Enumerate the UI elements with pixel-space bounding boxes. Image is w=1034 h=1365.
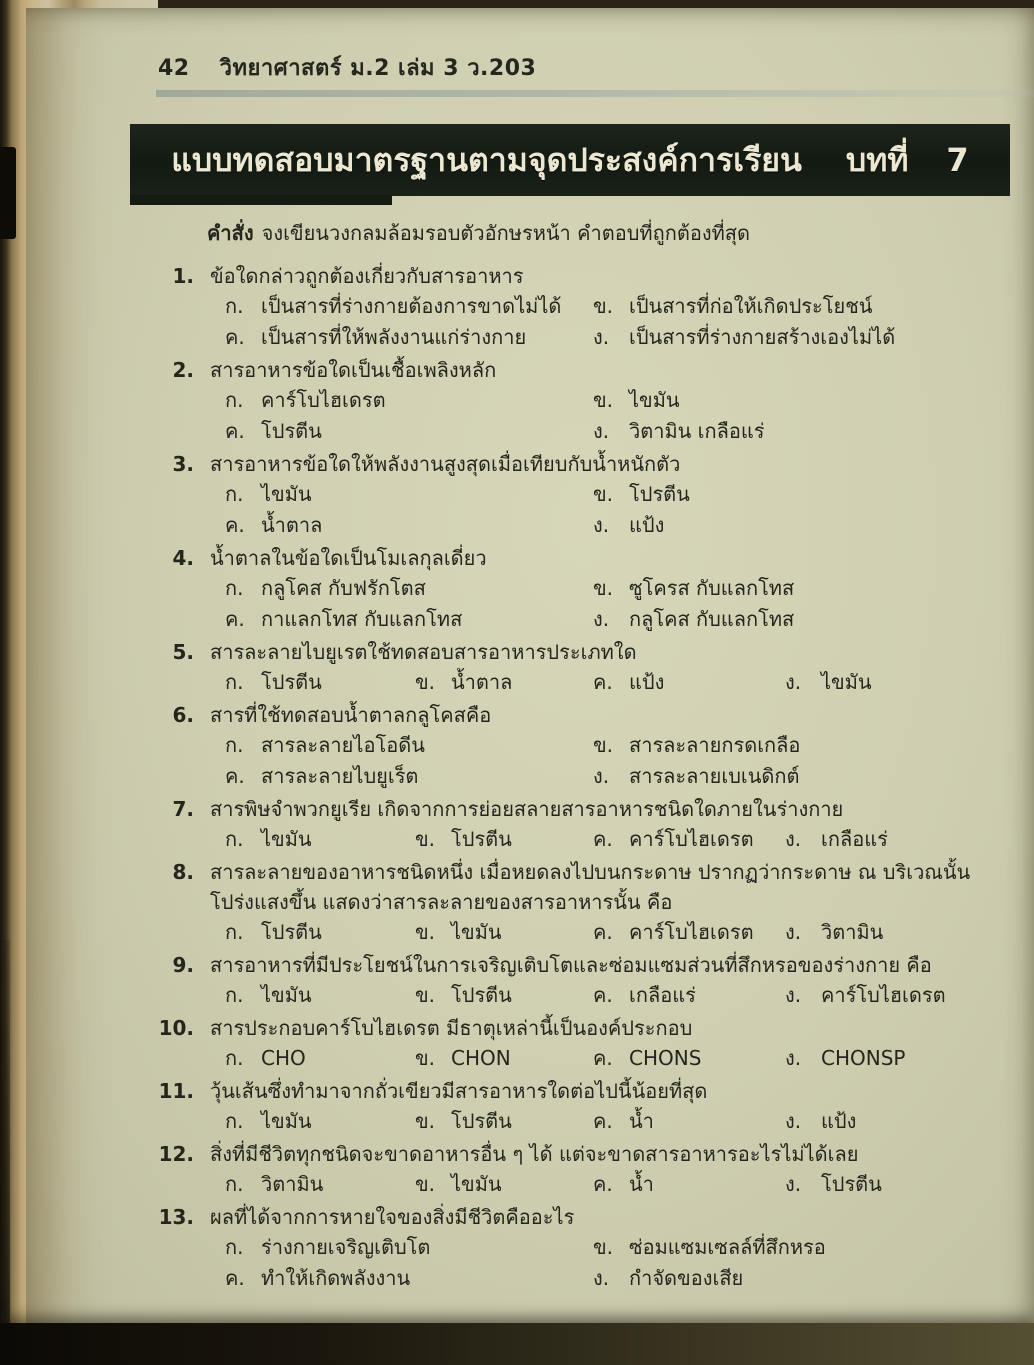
question — [158, 1076, 1020, 1137]
spine-shadow-patch — [0, 147, 16, 239]
choice-label: ง. — [785, 827, 802, 851]
choice-label: ข. — [415, 670, 436, 694]
choice-option — [415, 667, 593, 698]
choice-option — [593, 291, 1020, 322]
choice-label: ค. — [225, 419, 245, 443]
choice-label: ข. — [593, 388, 614, 412]
question-body — [210, 355, 1020, 447]
choice-option — [785, 667, 1020, 698]
question-number: 11. — [158, 1079, 194, 1103]
choice-label: ก. — [225, 670, 244, 694]
choice-text: ไขมัน — [629, 388, 680, 412]
choice-text: โปรตีน — [451, 1109, 512, 1133]
choice-text: สารละลายไบยูเร็ต — [261, 764, 419, 788]
choice-text: ไขมัน — [261, 983, 312, 1007]
choice-label: ง. — [593, 607, 610, 631]
choice-option — [593, 322, 1020, 353]
choice-text: โปรตีน — [261, 920, 322, 944]
question — [158, 543, 1020, 635]
choice-text: สารละลายกรดเกลือ — [629, 733, 801, 757]
choice-option — [593, 604, 1020, 635]
choice-option — [225, 980, 415, 1011]
choice-option — [225, 1043, 415, 1074]
choice-option — [593, 917, 785, 948]
test-content — [158, 218, 1020, 1296]
question-body — [210, 261, 1020, 353]
choice-label: ก. — [225, 1109, 244, 1133]
question — [158, 794, 1020, 855]
choice-label: ค. — [593, 983, 613, 1007]
choice-label: ข. — [593, 294, 614, 318]
choice-option — [225, 917, 415, 948]
choice-label: ข. — [415, 1046, 436, 1070]
choice-label: ค. — [225, 1266, 245, 1290]
choice-option — [225, 1232, 593, 1263]
choices — [210, 917, 1020, 948]
question-text: สารอาหารที่มีประโยชน์ในการเจริญเติบโตและซ่อมแซมส่วนที่สึกหรอของร่างกาย คือ — [210, 953, 932, 977]
question-text: สารอาหารข้อใดเป็นเชื้อเพลิงหลัก — [210, 358, 497, 382]
choice-text: ร่างกายเจริญเติบโต — [261, 1235, 431, 1259]
choice-text: คาร์โบไฮเดรต — [261, 388, 386, 412]
question-text: สารประกอบคาร์โบไฮเดรต มีธาตุเหล่านี้เป็นองค์ประกอบ — [210, 1016, 693, 1040]
question-number: 3. — [172, 452, 194, 476]
choice-label: ค. — [593, 1109, 613, 1133]
choice-option — [785, 1169, 1020, 1200]
choice-label: ค. — [593, 827, 613, 851]
choice-text: น้ำ — [629, 1172, 654, 1196]
choice-text: เป็นสารที่ก่อให้เกิดประโยชน์ — [629, 294, 873, 318]
choice-label: ก. — [225, 920, 244, 944]
question-number: 8. — [172, 860, 194, 884]
choice-option — [415, 917, 593, 948]
choice-text: น้ำตาล — [261, 513, 323, 537]
choice-label: ก. — [225, 1046, 244, 1070]
choice-text: โปรตีน — [261, 419, 322, 443]
choice-option — [593, 980, 785, 1011]
choices — [210, 980, 1020, 1011]
choice-label: ก. — [225, 576, 244, 600]
question-text: ข้อใดกล่าวถูกต้องเกี่ยวกับสารอาหาร — [210, 264, 524, 288]
choice-option — [415, 1043, 593, 1074]
question-number: 13. — [158, 1205, 194, 1229]
question — [158, 449, 1020, 541]
question-body — [210, 1202, 1020, 1294]
choice-text: ไขมัน — [451, 1172, 502, 1196]
choice-text: กลูโคส กับแลกโทส — [629, 607, 795, 631]
choice-label: ข. — [593, 576, 614, 600]
question-body — [210, 950, 1020, 1011]
choices — [210, 1106, 1020, 1137]
instructions-label: คำสั่ง — [207, 221, 254, 245]
choice-option — [225, 573, 593, 604]
question-text: สารที่ใช้ทดสอบน้ำตาลกลูโคสคือ — [210, 703, 492, 727]
question-body — [210, 1013, 1020, 1074]
choice-option — [593, 416, 1020, 447]
choice-option — [593, 510, 1020, 541]
choice-label: ง. — [785, 1172, 802, 1196]
choices — [210, 1043, 1020, 1074]
choice-label: ค. — [225, 764, 245, 788]
question-text: สารพิษจำพวกยูเรีย เกิดจากการย่อยสลายสารอาหารชนิดใดภายในร่างกาย — [210, 797, 844, 821]
book-title: วิทยาศาสตร์ ม.2 เล่ม 3 ว.203 — [219, 56, 537, 81]
choice-label: ค. — [225, 607, 245, 631]
choice-text: แป้ง — [629, 670, 665, 694]
choice-label: ง. — [785, 1046, 802, 1070]
choice-label: ก. — [225, 294, 244, 318]
choice-text: สารละลายไอโอดีน — [261, 733, 425, 757]
choice-label: ค. — [593, 1046, 613, 1070]
choice-label: ง. — [785, 920, 802, 944]
choice-text: เป็นสารที่ร่างกายต้องการขาดไม่ได้ — [261, 294, 562, 318]
choice-option — [225, 385, 593, 416]
question-number: 12. — [158, 1142, 194, 1166]
choice-text: กำจัดของเสีย — [629, 1266, 744, 1290]
choice-label: ค. — [225, 513, 245, 537]
choice-option — [225, 604, 593, 635]
choices — [210, 479, 1020, 541]
question-body — [210, 1076, 1020, 1137]
choices — [210, 291, 1020, 353]
choice-text: เกลือแร่ — [629, 983, 696, 1007]
choice-label: ค. — [225, 325, 245, 349]
question-body — [210, 637, 1020, 698]
choice-text: น้ำตาล — [451, 670, 513, 694]
choice-option — [593, 1043, 785, 1074]
choice-label: ง. — [785, 1109, 802, 1133]
choices — [210, 385, 1020, 447]
choice-option — [225, 510, 593, 541]
choice-label: ข. — [593, 482, 614, 506]
question — [158, 857, 1020, 948]
choice-text: วิตามิน — [821, 920, 884, 944]
choice-label: ข. — [415, 983, 436, 1007]
choice-option — [225, 730, 593, 761]
choice-text: โปรตีน — [629, 482, 690, 506]
choices — [210, 1169, 1020, 1200]
choice-text: แป้ง — [821, 1109, 857, 1133]
choice-text: ไขมัน — [821, 670, 872, 694]
question-number: 2. — [172, 358, 194, 382]
choice-text: คาร์โบไฮเดรต — [629, 920, 754, 944]
choice-label: ก. — [225, 983, 244, 1007]
choice-text: เป็นสารที่ร่างกายสร้างเองไม่ได้ — [629, 325, 896, 349]
question-text: น้ำตาลในข้อใดเป็นโมเลกุลเดี่ยว — [210, 546, 487, 570]
choices — [210, 667, 1020, 698]
instructions-text: จงเขียนวงกลมล้อมรอบตัวอักษรหน้า คำตอบที่ถูกต้องที่สุด — [261, 221, 750, 245]
choice-option — [593, 730, 1020, 761]
question-text: สารอาหารข้อใดให้พลังงานสูงสุดเมื่อเทียบกับน้ำหนักตัว — [210, 452, 681, 476]
question-body — [210, 449, 1020, 541]
choice-label: ง. — [593, 764, 610, 788]
choice-label: ง. — [593, 419, 610, 443]
question — [158, 1013, 1020, 1074]
choice-text: เกลือแร่ — [821, 827, 888, 851]
choice-text: ซ่อมแซมเซลล์ที่สึกหรอ — [629, 1235, 826, 1259]
question — [158, 355, 1020, 447]
choice-text: กาแลกโทส กับแลกโทส — [261, 607, 463, 631]
choices — [210, 730, 1020, 792]
choice-option — [593, 1232, 1020, 1263]
choice-label: ข. — [593, 1235, 614, 1259]
choice-option — [225, 667, 415, 698]
choice-option — [593, 1106, 785, 1137]
question-body — [210, 543, 1020, 635]
choice-text: ไขมัน — [261, 482, 312, 506]
choice-text: กลูโคส กับฟรักโตส — [261, 576, 426, 600]
book-bottom-edge — [0, 1323, 1034, 1365]
choice-text: CHON — [451, 1046, 511, 1070]
choice-option — [415, 1106, 593, 1137]
question-number: 5. — [172, 640, 194, 664]
choices — [210, 824, 1020, 855]
choice-option — [785, 824, 1020, 855]
choice-text: โปรตีน — [821, 1172, 882, 1196]
choice-label: ง. — [593, 1266, 610, 1290]
choice-label: ก. — [225, 827, 244, 851]
choice-option — [415, 1169, 593, 1200]
chapter-label: บทที่ — [845, 140, 909, 179]
choice-option — [225, 416, 593, 447]
question-list — [158, 261, 1020, 1294]
choice-option — [593, 479, 1020, 510]
choice-label: ข. — [415, 1109, 436, 1133]
choice-label: ก. — [225, 388, 244, 412]
question — [158, 700, 1020, 792]
banner-title: แบบทดสอบมาตรฐานตามจุดประสงค์การเรียน — [171, 140, 802, 179]
question-number: 9. — [172, 953, 194, 977]
choice-text: ไขมัน — [451, 920, 502, 944]
choice-label: ง. — [785, 983, 802, 1007]
question — [158, 950, 1020, 1011]
question-text: ผลที่ได้จากการหายใจของสิ่งมีชีวิตคืออะไร — [210, 1205, 575, 1229]
choice-text: แป้ง — [629, 513, 665, 537]
choice-option — [225, 824, 415, 855]
choice-text: ไขมัน — [261, 827, 312, 851]
banner-notch — [130, 195, 392, 205]
choice-label: ข. — [415, 1172, 436, 1196]
choice-label: ข. — [415, 920, 436, 944]
choice-text: CHONS — [629, 1046, 702, 1070]
choice-option — [415, 980, 593, 1011]
spine-shadow-lower — [0, 940, 10, 1365]
choice-text: โปรตีน — [451, 983, 512, 1007]
choice-text: น้ำ — [629, 1109, 654, 1133]
question — [158, 637, 1020, 698]
page-header — [158, 50, 536, 85]
choice-text: CHO — [261, 1046, 306, 1070]
question-number: 10. — [158, 1016, 194, 1040]
choice-option — [785, 1106, 1020, 1137]
choice-text: คาร์โบไฮเดรต — [629, 827, 754, 851]
question-number: 6. — [172, 703, 194, 727]
choice-text: CHONSP — [821, 1046, 906, 1070]
choice-label: ก. — [225, 1172, 244, 1196]
instructions-line — [207, 218, 1020, 248]
question — [158, 1139, 1020, 1200]
choice-option — [593, 667, 785, 698]
choice-text: เป็นสารที่ให้พลังงานแก่ร่างกาย — [261, 325, 527, 349]
question-number: 4. — [172, 546, 194, 570]
choice-option — [593, 824, 785, 855]
choice-option — [225, 1263, 593, 1294]
choice-label: ข. — [593, 733, 614, 757]
choice-option — [225, 322, 593, 353]
choice-option — [785, 1043, 1020, 1074]
question-text: สารละลายของอาหารชนิดหนึ่ง เมื่อหยดลงไปบนกระดาษ ปรากฏว่ากระดาษ ณ บริเวณนั้นโปร่งแสงขึ้น แสดงว่าสารละลายของสารอาหารนั้น คือ — [210, 860, 971, 914]
header-rule — [156, 90, 1034, 97]
choice-text: สารละลายเบเนดิกต์ — [629, 764, 800, 788]
choice-text: ซูโครส กับแลกโทส — [629, 576, 795, 600]
choice-option — [593, 1169, 785, 1200]
choice-text: ทำให้เกิดพลังงาน — [261, 1266, 411, 1290]
question-body — [210, 1139, 1020, 1200]
choice-option — [225, 761, 593, 792]
question-body — [210, 700, 1020, 792]
choice-label: ง. — [593, 325, 610, 349]
choice-label: ค. — [593, 920, 613, 944]
choice-label: ง. — [593, 513, 610, 537]
question-text: สารละลายไบยูเรตใช้ทดสอบสารอาหารประเภทใด — [210, 640, 637, 664]
choice-label: ก. — [225, 482, 244, 506]
question-body — [210, 794, 1020, 855]
choice-option — [225, 291, 593, 322]
question-number: 1. — [172, 264, 194, 288]
page-number: 42 — [158, 56, 190, 81]
choice-text: วิตามิน — [261, 1172, 324, 1196]
choice-text: วิตามิน เกลือแร่ — [629, 419, 765, 443]
choice-option — [225, 1169, 415, 1200]
choice-text: โปรตีน — [261, 670, 322, 694]
choices — [210, 1232, 1020, 1294]
question-text: สิ่งที่มีชีวิตทุกชนิดจะขาดอาหารอื่น ๆ ได้ แต่จะขาดสารอาหารอะไรไม่ได้เลย — [210, 1142, 859, 1166]
choice-option — [593, 761, 1020, 792]
question — [158, 261, 1020, 353]
choice-option — [593, 1263, 1020, 1294]
choice-text: ไขมัน — [261, 1109, 312, 1133]
choice-label: ก. — [225, 733, 244, 757]
question — [158, 1202, 1020, 1294]
choice-label: ค. — [593, 670, 613, 694]
choice-option — [415, 824, 593, 855]
choice-text: โปรตีน — [451, 827, 512, 851]
question-body — [210, 857, 1020, 948]
choice-option — [785, 980, 1020, 1011]
choice-option — [593, 573, 1020, 604]
choice-label: ง. — [785, 670, 802, 694]
choice-option — [785, 917, 1020, 948]
choice-option — [593, 385, 1020, 416]
question-number: 7. — [172, 797, 194, 821]
question-text: วุ้นเส้นซึ่งทำมาจากถั่วเขียวมีสารอาหารใดต่อไปนี้น้อยที่สุด — [210, 1079, 708, 1103]
choice-label: ข. — [415, 827, 436, 851]
choice-label: ก. — [225, 1235, 244, 1259]
choice-option — [225, 479, 593, 510]
choices — [210, 573, 1020, 635]
chapter-number: 7 — [946, 141, 969, 179]
choice-label: ค. — [593, 1172, 613, 1196]
choice-text: คาร์โบไฮเดรต — [821, 983, 946, 1007]
choice-option — [225, 1106, 415, 1137]
test-banner — [130, 124, 1010, 196]
